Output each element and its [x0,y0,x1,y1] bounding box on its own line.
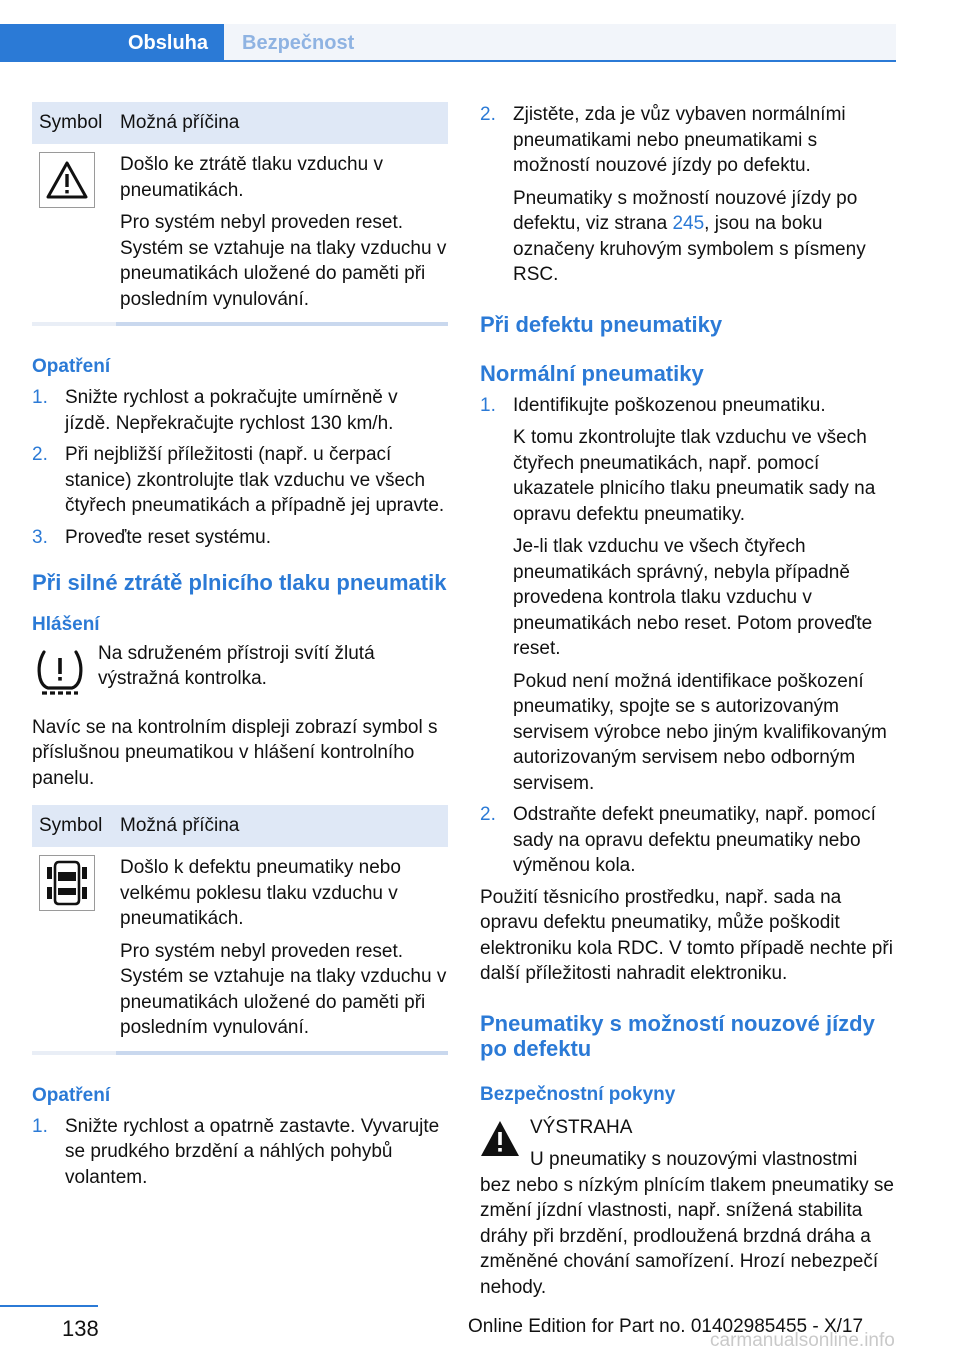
measures-list [32,385,448,550]
step-text: Zjistěte, zda je vůz vybaven normálními pneumatikami nebo pneumatikami s možností nouzové jízdy po defektu. [513,104,846,176]
normal-tire-steps [480,393,896,879]
step-subtext: K tomu zkontrolujte tlak vzduchu ve všech čtyřech pneumatikách, např. pomocí ukazatele plnicího tlaku pneumatik sady na opravu defektu pneumatiky. [513,427,876,525]
page-link[interactable]: 245 [672,213,705,234]
symbol-table-2 [32,805,448,1051]
cause-text: Pro systém nebyl proveden reset. Systém se vztahuje na tlaky vzduchu v pneumatikách uložené do paměti při posledním vynulování. [120,940,447,1038]
warning-label: VÝSTRAHA [530,1116,633,1138]
warning-header [480,1115,896,1173]
section-heading: Při defektu pneumatiky [480,311,723,337]
footer-rule [0,1305,98,1307]
symbol-table-header [32,102,448,144]
step-number: 2. [480,104,496,125]
right-column [480,102,896,1300]
list-item [32,385,448,436]
list-item [480,802,896,879]
cause-cell [120,144,448,322]
table-end-rule [32,322,448,326]
message-heading: Hlášení [32,613,100,635]
indicator-text: Na sdruženém přístroji svítí žlutá výstražná kontrolka. [98,642,375,689]
table-row [32,144,448,322]
step-text: Snižte rychlost a opatrně zastavte. Vyvarujte se prudkého brzdění a náhlých pohybů volantem. [65,1115,440,1188]
step-number: 1. [32,387,48,408]
check-list [480,102,896,288]
column-header-cause: Možná příčina [120,112,240,133]
step-text: Odstraňte defekt pneumatiky, např. pomocí sady na opravu defektu pneumatiky nebo výměnou kola. [513,804,876,876]
safety-heading: Bezpečnostní pokyny [480,1083,676,1105]
watermark-text: carmanualsonline.info [710,1330,895,1351]
step-subtext [513,186,896,288]
tab-bar-lead [0,24,112,62]
list-item [480,393,896,797]
cause-text: Došlo ke ztrátě tlaku vzduchu v pneumatikách. [120,154,383,201]
tire-pressure-warning-icon [32,641,88,699]
step-text: Při nejbližší příležitosti (např. u čerpací stanice) zkontrolujte tlak vzduchu ve všech čtyřech pneumatikách a případně jej upravte. [65,444,445,516]
tab-bar-rule [0,60,896,62]
warning-first-line: U pneumatiky s nouzovými vlastnostmi [530,1149,858,1170]
warning-header-text [530,1115,857,1173]
page-number: 138 [62,1316,99,1341]
symbol-table-1 [32,102,448,322]
list-item [32,1114,448,1191]
symbol-table-header [32,805,448,847]
table-row [32,847,448,1051]
step-number: 1. [480,394,496,416]
edition-text: Online Edition for Part no. 01402985455 - X/17 [468,1316,864,1337]
cause-cell [120,847,448,1051]
warning-text: bez nebo s nízkým plnícím tlakem pneumatiky se změní jízdní vlastnosti, např. snížená stabilita dráhy při brzdění, prodloužená brzdná dráha a změněné chování samořízení. Hrozí nebezpečí nehody. [480,1174,894,1298]
car-tires-icon [39,855,95,911]
step-number: 3. [32,526,48,548]
tab-obsluha[interactable]: Obsluha [112,24,224,62]
step-number: 2. [32,444,48,465]
subsection-heading: Normální pneumatiky [480,361,704,386]
symbol-cell [32,847,120,1051]
measures-heading: Opatření [32,1084,111,1106]
step-number: 1. [32,1115,48,1137]
subtext-part: Pneumatiky s možností nouzové jízdy po defektu, viz strana [513,187,858,234]
measures-list [32,1114,448,1191]
list-item [32,442,448,519]
section-heading: Pneumatiky s možností nouzové jízdy po defektu [480,1010,875,1061]
paragraph: Použití těsnicího prostředku, např. sada na opravu defektu pneumatiky, může poškodit elektroniku kola RDC. V tomto případě nechte při další příležitosti nahradit elektroniku. [480,886,893,984]
step-text: Identifikujte poškozenou pneumatiku. [513,394,826,416]
warning-triangle-icon [480,1119,520,1163]
warning-triangle-icon [39,152,95,208]
list-item [32,525,448,551]
column-header-cause: Možná příčina [120,815,240,836]
cause-text: Pro systém nebyl proveden reset. Systém se vztahuje na tlaky vzduchu v pneumatikách uložené do paměti při posledním vynulování. [120,212,447,310]
tab-bezpecnost[interactable]: Bezpečnost [224,24,896,62]
step-subtext: Pokud není možná identifikace poškození pneumatiky, spojte se s autorizovaným servisem výrobce nebo jiným kvalifikovaným autorizovaným servisem nebo odborným servisem. [513,670,887,794]
step-number: 2. [480,804,496,825]
list-item [480,102,896,288]
table-end-rule [32,1051,448,1055]
step-text: Proveďte reset systému. [65,526,271,548]
section-heading: Při silné ztrátě plnicího tlaku pneumatik [32,570,447,595]
column-header-symbol: Symbol [39,112,103,133]
measures-heading: Opatření [32,356,111,377]
step-text: Snižte rychlost a pokračujte umírněně v jízdě. Nepřekračujte rychlost 130 km/h. [65,387,398,434]
step-subtext: Je-li tlak vzduchu ve všech čtyřech pneumatikách správný, nebyla případně provedena kontrola tlaku vzduchu v pneumatikách nebo reset. Potom proveďte reset. [513,536,873,659]
warning-block [480,1115,896,1301]
left-column [32,102,448,1190]
top-tab-bar [0,0,960,62]
indicator-row [32,641,448,699]
cause-text: Došlo k defektu pneumatiky nebo velkému poklesu tlaku vzduchu v pneumatikách. [120,857,401,929]
subtext-part: , jsou na boku označeny kruhovým symbolem s písmeny RSC. [513,213,866,285]
symbol-cell [32,144,120,322]
paragraph: Navíc se na kontrolním displeji zobrazí symbol s příslušnou pneumatikou v hlášení kontrolního panelu. [32,716,438,789]
column-header-symbol: Symbol [39,815,103,836]
